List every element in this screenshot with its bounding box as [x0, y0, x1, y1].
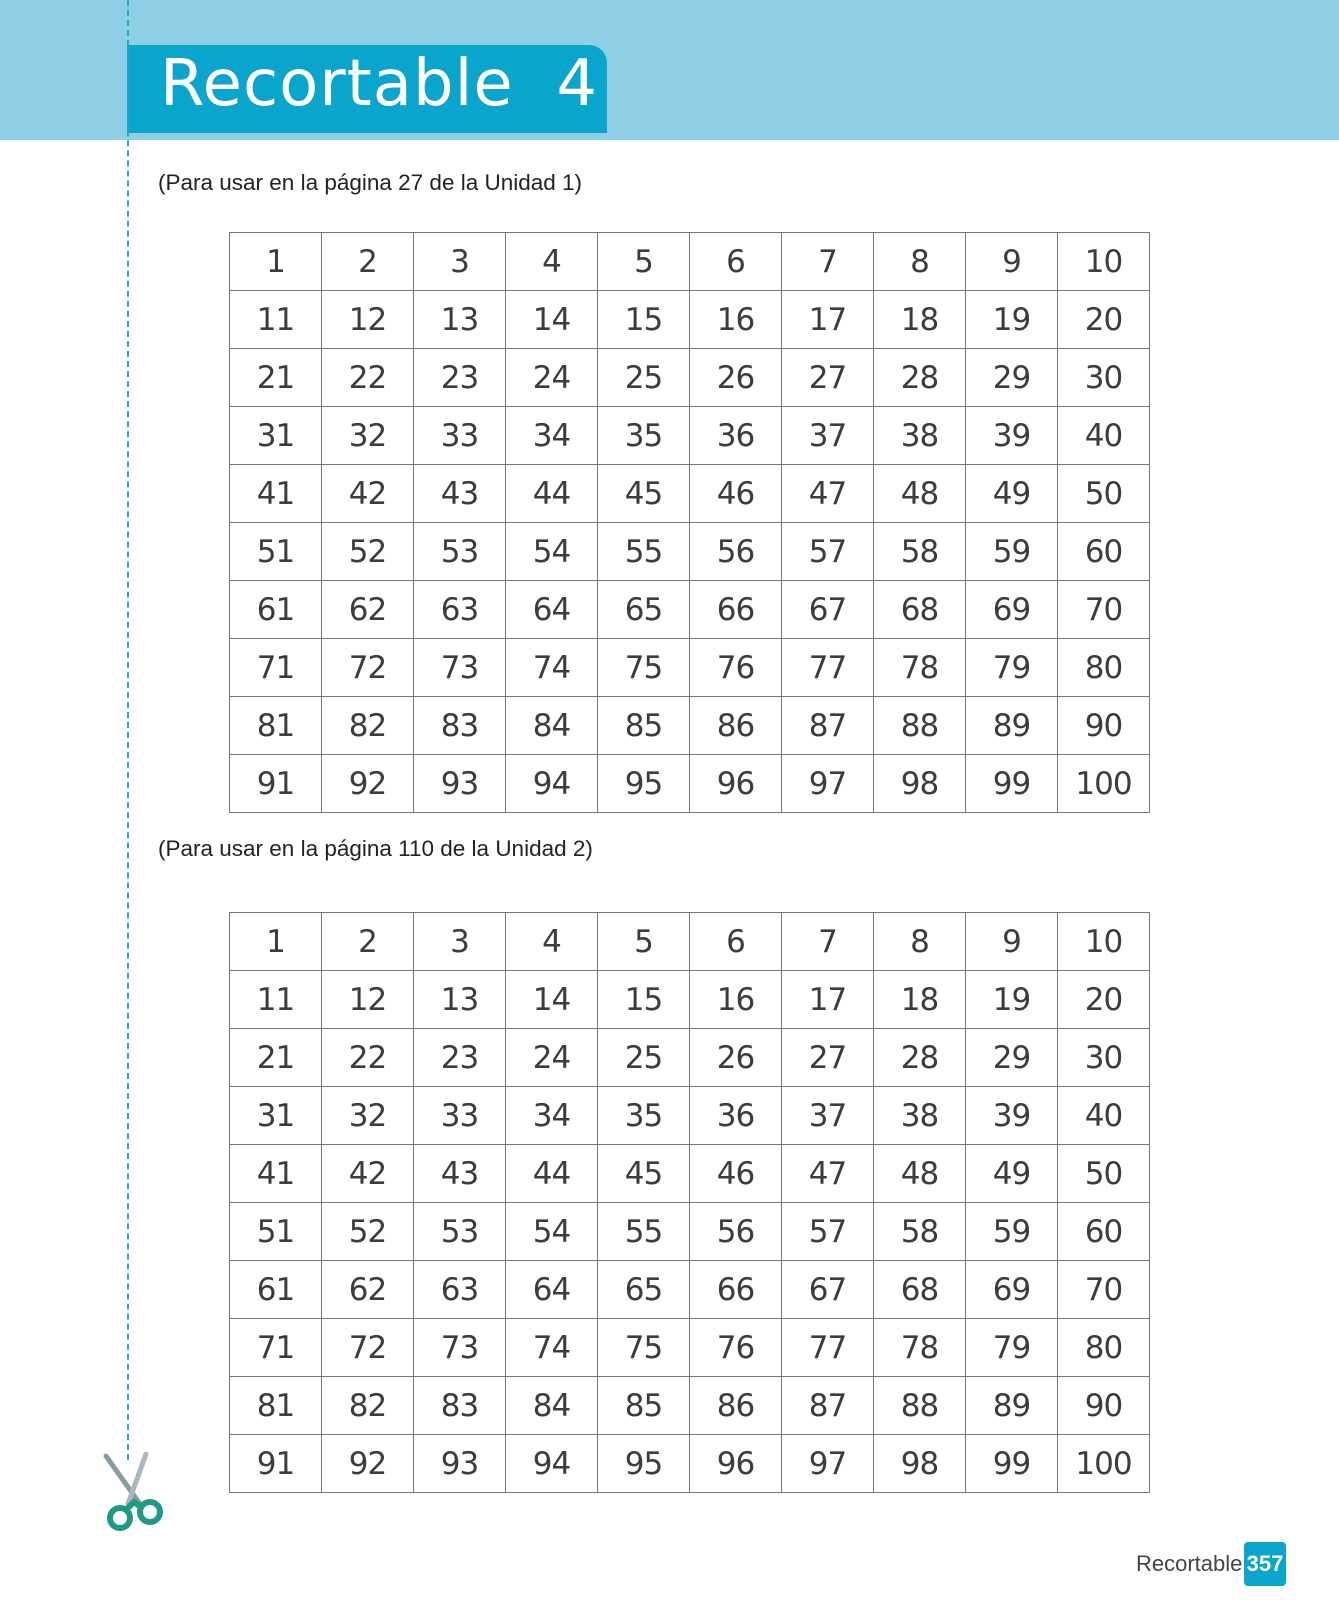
number-cell: 72: [322, 1319, 414, 1377]
number-cell: 39: [966, 407, 1058, 465]
number-cell: 18: [874, 291, 966, 349]
number-cell: 10: [1058, 233, 1150, 291]
number-cell: 87: [782, 1377, 874, 1435]
number-cell: 35: [598, 1087, 690, 1145]
table-row: [230, 523, 1150, 581]
number-cell: 20: [1058, 291, 1150, 349]
table-row: [230, 1145, 1150, 1203]
page-title: Recortable 4: [160, 47, 599, 121]
number-cell: 5: [598, 233, 690, 291]
number-cell: 66: [690, 581, 782, 639]
cut-dashed-line: [127, 0, 129, 1460]
number-cell: 56: [690, 523, 782, 581]
number-cell: 68: [874, 1261, 966, 1319]
number-cell: 42: [322, 1145, 414, 1203]
number-cell: 87: [782, 697, 874, 755]
number-cell: 50: [1058, 1145, 1150, 1203]
number-cell: 59: [966, 523, 1058, 581]
number-cell: 89: [966, 1377, 1058, 1435]
number-cell: 53: [414, 523, 506, 581]
number-cell: 16: [690, 971, 782, 1029]
number-cell: 52: [322, 1203, 414, 1261]
number-cell: 55: [598, 523, 690, 581]
number-cell: 57: [782, 1203, 874, 1261]
number-cell: 33: [414, 1087, 506, 1145]
number-cell: 97: [782, 755, 874, 813]
number-cell: 59: [966, 1203, 1058, 1261]
number-cell: 82: [322, 1377, 414, 1435]
table-row: [230, 1435, 1150, 1493]
number-cell: 7: [782, 913, 874, 971]
number-cell: 2: [322, 233, 414, 291]
table-row: [230, 581, 1150, 639]
number-cell: 72: [322, 639, 414, 697]
number-cell: 91: [230, 1435, 322, 1493]
number-cell: 85: [598, 1377, 690, 1435]
number-cell: 65: [598, 1261, 690, 1319]
number-cell: 5: [598, 913, 690, 971]
number-cell: 80: [1058, 639, 1150, 697]
number-cell: 21: [230, 349, 322, 407]
number-cell: 33: [414, 407, 506, 465]
number-cell: 46: [690, 1145, 782, 1203]
number-cell: 23: [414, 349, 506, 407]
number-cell: 49: [966, 1145, 1058, 1203]
number-cell: 34: [506, 407, 598, 465]
number-cell: 47: [782, 1145, 874, 1203]
number-cell: 63: [414, 581, 506, 639]
number-cell: 44: [506, 1145, 598, 1203]
number-cell: 14: [506, 291, 598, 349]
number-cell: 92: [322, 755, 414, 813]
number-cell: 97: [782, 1435, 874, 1493]
number-cell: 66: [690, 1261, 782, 1319]
number-cell: 15: [598, 971, 690, 1029]
number-cell: 30: [1058, 1029, 1150, 1087]
number-cell: 99: [966, 755, 1058, 813]
number-cell: 31: [230, 407, 322, 465]
number-cell: 9: [966, 233, 1058, 291]
number-cell: 82: [322, 697, 414, 755]
number-cell: 71: [230, 639, 322, 697]
number-cell: 6: [690, 233, 782, 291]
number-cell: 100: [1058, 755, 1150, 813]
number-cell: 15: [598, 291, 690, 349]
number-cell: 19: [966, 291, 1058, 349]
number-cell: 54: [506, 523, 598, 581]
number-cell: 17: [782, 971, 874, 1029]
number-cell: 27: [782, 1029, 874, 1087]
table-row: [230, 1377, 1150, 1435]
number-cell: 78: [874, 1319, 966, 1377]
table-row: [230, 1029, 1150, 1087]
number-cell: 76: [690, 639, 782, 697]
number-cell: 93: [414, 1435, 506, 1493]
number-cell: 91: [230, 755, 322, 813]
number-cell: 1: [230, 233, 322, 291]
number-cell: 37: [782, 407, 874, 465]
number-cell: 38: [874, 407, 966, 465]
number-cell: 79: [966, 1319, 1058, 1377]
number-cell: 24: [506, 1029, 598, 1087]
number-cell: 36: [690, 407, 782, 465]
number-cell: 68: [874, 581, 966, 639]
number-cell: 94: [506, 755, 598, 813]
number-cell: 8: [874, 913, 966, 971]
table-row: [230, 639, 1150, 697]
number-cell: 73: [414, 1319, 506, 1377]
number-cell: 89: [966, 697, 1058, 755]
number-cell: 74: [506, 639, 598, 697]
number-cell: 56: [690, 1203, 782, 1261]
number-cell: 29: [966, 1029, 1058, 1087]
hundred-chart-2: [229, 912, 1150, 1493]
number-cell: 79: [966, 639, 1058, 697]
number-cell: 90: [1058, 697, 1150, 755]
number-cell: 98: [874, 1435, 966, 1493]
number-cell: 36: [690, 1087, 782, 1145]
section-caption-2: (Para usar en la página 110 de la Unidad 2): [158, 836, 593, 861]
number-cell: 88: [874, 697, 966, 755]
number-cell: 60: [1058, 523, 1150, 581]
number-cell: 81: [230, 697, 322, 755]
number-cell: 67: [782, 1261, 874, 1319]
number-cell: 48: [874, 1145, 966, 1203]
number-cell: 22: [322, 1029, 414, 1087]
number-cell: 45: [598, 1145, 690, 1203]
number-cell: 74: [506, 1319, 598, 1377]
number-cell: 63: [414, 1261, 506, 1319]
number-cell: 28: [874, 349, 966, 407]
number-cell: 4: [506, 913, 598, 971]
number-cell: 84: [506, 697, 598, 755]
number-cell: 3: [414, 233, 506, 291]
number-cell: 51: [230, 523, 322, 581]
number-cell: 55: [598, 1203, 690, 1261]
number-cell: 31: [230, 1087, 322, 1145]
number-cell: 57: [782, 523, 874, 581]
number-cell: 69: [966, 1261, 1058, 1319]
table-row: [230, 1319, 1150, 1377]
table-row: [230, 407, 1150, 465]
number-cell: 25: [598, 1029, 690, 1087]
number-cell: 47: [782, 465, 874, 523]
section-caption-1: (Para usar en la página 27 de la Unidad 1): [158, 170, 583, 195]
number-cell: 60: [1058, 1203, 1150, 1261]
number-cell: 90: [1058, 1377, 1150, 1435]
table-row: [230, 697, 1150, 755]
number-cell: 7: [782, 233, 874, 291]
table-row: [230, 465, 1150, 523]
table-row: [230, 1203, 1150, 1261]
table-row: [230, 349, 1150, 407]
number-cell: 26: [690, 349, 782, 407]
number-cell: 26: [690, 1029, 782, 1087]
number-cell: 70: [1058, 1261, 1150, 1319]
number-cell: 32: [322, 1087, 414, 1145]
number-cell: 20: [1058, 971, 1150, 1029]
number-cell: 13: [414, 971, 506, 1029]
number-cell: 14: [506, 971, 598, 1029]
number-cell: 77: [782, 639, 874, 697]
number-cell: 69: [966, 581, 1058, 639]
number-cell: 8: [874, 233, 966, 291]
page-number-badge: 357: [1244, 1542, 1286, 1586]
table-row: [230, 913, 1150, 971]
number-cell: 12: [322, 291, 414, 349]
number-cell: 54: [506, 1203, 598, 1261]
number-cell: 18: [874, 971, 966, 1029]
number-cell: 53: [414, 1203, 506, 1261]
number-cell: 86: [690, 697, 782, 755]
number-cell: 9: [966, 913, 1058, 971]
number-cell: 42: [322, 465, 414, 523]
number-cell: 17: [782, 291, 874, 349]
number-cell: 35: [598, 407, 690, 465]
number-cell: 41: [230, 1145, 322, 1203]
number-cell: 94: [506, 1435, 598, 1493]
number-cell: 95: [598, 755, 690, 813]
number-cell: 92: [322, 1435, 414, 1493]
number-cell: 73: [414, 639, 506, 697]
number-cell: 2: [322, 913, 414, 971]
number-cell: 96: [690, 1435, 782, 1493]
number-cell: 98: [874, 755, 966, 813]
number-cell: 39: [966, 1087, 1058, 1145]
number-cell: 41: [230, 465, 322, 523]
number-cell: 62: [322, 1261, 414, 1319]
number-cell: 11: [230, 291, 322, 349]
number-cell: 10: [1058, 913, 1150, 971]
number-cell: 27: [782, 349, 874, 407]
number-cell: 75: [598, 639, 690, 697]
footer-label: Recortable: [1136, 1551, 1243, 1576]
number-cell: 64: [506, 1261, 598, 1319]
table-row: [230, 971, 1150, 1029]
number-cell: 61: [230, 581, 322, 639]
table-row: [230, 755, 1150, 813]
number-cell: 86: [690, 1377, 782, 1435]
number-cell: 43: [414, 1145, 506, 1203]
number-cell: 25: [598, 349, 690, 407]
number-cell: 16: [690, 291, 782, 349]
number-cell: 83: [414, 1377, 506, 1435]
number-cell: 46: [690, 465, 782, 523]
number-cell: 48: [874, 465, 966, 523]
number-cell: 80: [1058, 1319, 1150, 1377]
number-cell: 76: [690, 1319, 782, 1377]
number-cell: 75: [598, 1319, 690, 1377]
number-cell: 1: [230, 913, 322, 971]
number-cell: 12: [322, 971, 414, 1029]
number-cell: 38: [874, 1087, 966, 1145]
number-cell: 67: [782, 581, 874, 639]
table-row: [230, 233, 1150, 291]
number-cell: 81: [230, 1377, 322, 1435]
number-cell: 71: [230, 1319, 322, 1377]
number-cell: 6: [690, 913, 782, 971]
number-cell: 52: [322, 523, 414, 581]
number-cell: 29: [966, 349, 1058, 407]
number-cell: 40: [1058, 407, 1150, 465]
number-cell: 96: [690, 755, 782, 813]
number-cell: 13: [414, 291, 506, 349]
number-cell: 40: [1058, 1087, 1150, 1145]
table-row: [230, 291, 1150, 349]
number-cell: 62: [322, 581, 414, 639]
number-cell: 84: [506, 1377, 598, 1435]
number-cell: 58: [874, 1203, 966, 1261]
number-cell: 34: [506, 1087, 598, 1145]
number-cell: 49: [966, 465, 1058, 523]
number-cell: 93: [414, 755, 506, 813]
table-row: [230, 1261, 1150, 1319]
number-cell: 44: [506, 465, 598, 523]
number-cell: 28: [874, 1029, 966, 1087]
number-cell: 43: [414, 465, 506, 523]
number-cell: 51: [230, 1203, 322, 1261]
number-cell: 58: [874, 523, 966, 581]
number-cell: 85: [598, 697, 690, 755]
number-cell: 3: [414, 913, 506, 971]
number-cell: 83: [414, 697, 506, 755]
number-cell: 99: [966, 1435, 1058, 1493]
number-cell: 21: [230, 1029, 322, 1087]
number-cell: 88: [874, 1377, 966, 1435]
number-cell: 95: [598, 1435, 690, 1493]
number-cell: 19: [966, 971, 1058, 1029]
number-cell: 77: [782, 1319, 874, 1377]
number-cell: 50: [1058, 465, 1150, 523]
number-cell: 45: [598, 465, 690, 523]
number-cell: 70: [1058, 581, 1150, 639]
scissors-icon: [98, 1452, 170, 1534]
number-cell: 37: [782, 1087, 874, 1145]
number-cell: 22: [322, 349, 414, 407]
number-cell: 23: [414, 1029, 506, 1087]
number-cell: 32: [322, 407, 414, 465]
number-cell: 24: [506, 349, 598, 407]
table-row: [230, 1087, 1150, 1145]
number-cell: 64: [506, 581, 598, 639]
number-cell: 30: [1058, 349, 1150, 407]
number-cell: 65: [598, 581, 690, 639]
number-cell: 100: [1058, 1435, 1150, 1493]
number-cell: 4: [506, 233, 598, 291]
number-cell: 11: [230, 971, 322, 1029]
number-cell: 61: [230, 1261, 322, 1319]
hundred-chart-1: [229, 232, 1150, 813]
number-cell: 78: [874, 639, 966, 697]
